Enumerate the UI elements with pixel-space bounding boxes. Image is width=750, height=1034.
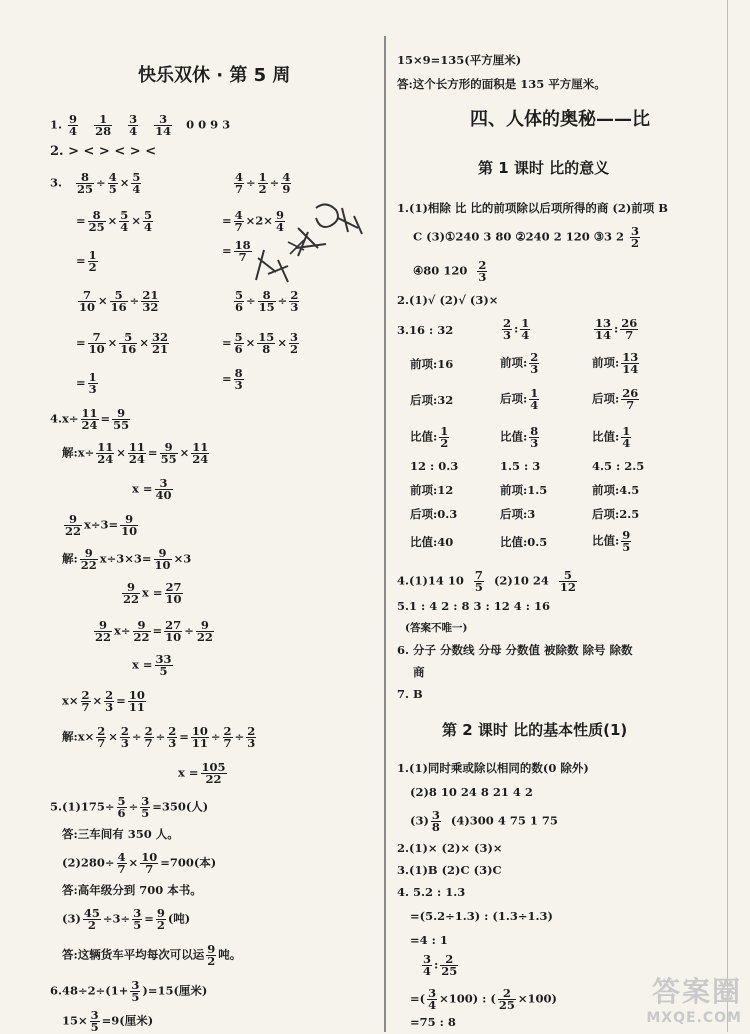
s4e: =( $\frac{3}{4}$ ×100) : ( $\frac{2}{25}$ ×100)	[410, 986, 557, 1012]
q3-a: 3. $\frac{8}{25}$ ÷ $\frac{4}{5}$ × $\frac{5}{4}$	[50, 170, 141, 196]
q4-b-result: x = $\frac{33}{5}$	[132, 652, 172, 678]
watermark-logo: 答案圈 MXQE.COM	[646, 975, 742, 1026]
q4-c: x× $\frac{2}{7}$ × $\frac{2}{3}$ = $\frac{10}{11}$	[62, 688, 145, 714]
r3-c3-q: 前项: $\frac{13}{14}$	[592, 350, 639, 376]
q3-b: $\frac{4}{7}$ ÷ $\frac{1}{2}$ ÷ $\frac{4}{9}$	[235, 170, 291, 196]
r5-note: (答案不唯一)	[405, 622, 468, 634]
r3-c2-b: 比值: $\frac{8}{3}$	[500, 424, 539, 450]
q1-answer: 1. $\frac{9}{4}$ $\frac{1}{28}$ $\frac{3}{4}$ $\frac{3}{14}$ 0 0 9 3	[50, 112, 231, 138]
s4c: =4 : 1	[410, 933, 448, 947]
handwriting-scribble	[238, 188, 388, 308]
r3-c6-q: 前项:4.5	[592, 483, 640, 497]
q4-c-step: 解:x× $\frac{2}{7}$ × $\frac{2}{3}$ ÷ $\frac{2}{7}$ ÷ $\frac{2}{3}$ = $\frac{10}{11}$ ÷ $\frac{2}{7}$ ÷ $\frac{2}{3}$	[62, 724, 256, 750]
r3-c1-q: 前项:16	[410, 357, 454, 371]
q3-b-result: = $\frac{18}{7}$	[222, 238, 251, 264]
q6-last: 15× $\frac{3}{5}$ =9(厘米)	[62, 1008, 154, 1034]
r2: 2.(1)√ (2)√ (3)×	[397, 293, 499, 307]
r3-row2-3: 4.5 : 2.5	[592, 459, 645, 473]
r-top2: 答:这个长方形的面积是 135 平方厘米。	[397, 77, 606, 91]
r3-c6-h: 后项:2.5	[592, 507, 640, 521]
r3-c4-h: 后项:0.3	[410, 507, 458, 521]
r3-c1-b: 比值: $\frac{1}{2}$	[410, 424, 449, 450]
q6: 6.48÷2÷(1+ $\frac{3}{5}$ )=15(厘米)	[50, 978, 208, 1004]
r3-row2-2: 1.5 : 3	[500, 459, 541, 473]
r3-c6-b: 比值: $\frac{9}{5}$	[592, 528, 631, 554]
left-title: 快乐双休 · 第 5 周	[138, 65, 291, 86]
s4f: =75 : 8	[410, 1015, 456, 1029]
r3-c4-q: 前项:12	[410, 483, 454, 497]
q3-c-step: = $\frac{7}{10}$ × $\frac{5}{16}$ × $\frac{32}{21}$	[76, 330, 168, 356]
s4b: =(5.2÷1.3) : (1.3÷1.3)	[410, 909, 553, 923]
r3-row2-1: 12 : 0.3	[410, 459, 459, 473]
q4-c-result: x = $\frac{105}{22}$	[178, 760, 226, 786]
s1b: (2)8 10 24 8 21 4 2	[410, 785, 533, 799]
r6: 6. 分子 分数线 分母 分数值 被除数 除号 除数	[397, 643, 633, 657]
q3-a-result: = $\frac{1}{2}$	[76, 248, 97, 274]
q4-b-step2: $\frac{9}{22}$ x = $\frac{27}{10}$	[123, 580, 182, 606]
r6b: 商	[413, 665, 425, 679]
q2-answer: 2. > < > < > <	[50, 144, 157, 159]
lesson1-title: 第 1 课时 比的意义	[478, 159, 610, 177]
r3-head3: $\frac{13}{14}$ : $\frac{26}{7}$	[595, 316, 638, 342]
q4-a-result: x = $\frac{3}{40}$	[132, 476, 172, 502]
r3-c2-q: 前项: $\frac{2}{3}$	[500, 350, 539, 376]
s2: 2.(1)× (2)× (3)×	[397, 841, 503, 855]
r5: 5.1 : 4 2 : 8 3 : 12 4 : 16	[397, 599, 551, 613]
q5-3: (3) $\frac{45}{2}$ ÷3÷ $\frac{3}{5}$ = $\frac{9}{2}$ (吨)	[62, 906, 191, 932]
q4-a-step: 解:x÷ $\frac{11}{24}$ × $\frac{11}{24}$ = $\frac{9}{55}$ × $\frac{11}{24}$	[62, 440, 209, 466]
r3-c5-b: 比值:0.5	[500, 535, 548, 549]
q5-3-answer: 答:这辆货车平均每次可以运 $\frac{9}{2}$ 吨。	[62, 942, 242, 968]
unit-title: 四、人体的奥秘——比	[470, 109, 650, 130]
r3-c5-q: 前项:1.5	[500, 483, 548, 497]
q5-2-answer: 答:高年级分到 700 本书。	[62, 883, 202, 897]
lesson2-title: 第 2 课时 比的基本性质(1)	[442, 721, 628, 739]
q3-d: $\frac{5}{6}$ ÷ $\frac{8}{15}$ ÷ $\frac{2}{3}$	[235, 288, 299, 314]
q3-c-result: = $\frac{1}{3}$	[76, 370, 97, 396]
r1a: 1.(1)相除 比 比的前项除以后项所得的商 (2)前项 B	[397, 201, 669, 215]
q3-b-step: = $\frac{4}{7}$ ×2× $\frac{9}{4}$	[222, 208, 284, 234]
s4d: $\frac{3}{4}$ : $\frac{2}{25}$	[423, 952, 458, 978]
q5-1-answer: 答:三车间有 350 人。	[62, 827, 179, 841]
s3: 3.(1)B (2)C (3)C	[397, 863, 502, 877]
r3-c4-b: 比值:40	[410, 535, 454, 549]
page-edge	[727, 0, 728, 1032]
q4-b-step3: $\frac{9}{22}$ x÷ $\frac{9}{22}$ = $\frac{27}{10}$ ÷ $\frac{9}{22}$	[95, 618, 213, 644]
r3-head2: $\frac{2}{3}$ : $\frac{1}{4}$	[503, 316, 530, 342]
q3-d-step: = $\frac{5}{6}$ × $\frac{15}{8}$ × $\frac{3}{2}$	[222, 330, 298, 356]
s1c: (3) $\frac{3}{8}$ (4)300 4 75 1 75	[410, 808, 558, 834]
column-divider	[384, 36, 386, 1032]
q4-b-step1: 解: $\frac{9}{22}$ x÷3×3= $\frac{9}{10}$ ×3	[62, 546, 192, 572]
s1a: 1.(1)同时乘或除以相同的数(0 除外)	[397, 761, 589, 775]
q4-b: $\frac{9}{22}$ x÷3= $\frac{9}{10}$	[65, 512, 138, 538]
q5-2: (2)280÷ $\frac{4}{7}$ × $\frac{10}{7}$ =700(本)	[62, 850, 217, 876]
q5-1: 5.(1)175÷ $\frac{5}{6}$ ÷ $\frac{3}{5}$ =350(人)	[50, 794, 209, 820]
q4-a: 4.x÷ $\frac{11}{24}$ = $\frac{9}{55}$	[50, 406, 130, 432]
q3-d-result: = $\frac{8}{3}$	[222, 366, 243, 392]
r4: 4.(1)14 10 $\frac{7}{5}$ (2)10 24 $\frac{5}{12}$	[397, 568, 576, 594]
r3-c1-h: 后项:32	[410, 393, 454, 407]
q3-a-step: = $\frac{8}{25}$ × $\frac{5}{4}$ × $\frac{5}{4}$	[76, 208, 152, 234]
s4a: 4. 5.2 : 1.3	[397, 885, 466, 899]
r3-c3-h: 后项: $\frac{26}{7}$	[592, 386, 639, 412]
r-top1: 15×9=135(平方厘米)	[397, 53, 522, 67]
q3-c: $\frac{7}{10}$ × $\frac{5}{16}$ ÷ $\frac{21}{32}$	[79, 288, 159, 314]
r3-c5-h: 后项:3	[500, 507, 536, 521]
r7: 7. B	[397, 687, 423, 701]
r3-head1: 3.16 : 32	[397, 323, 454, 337]
r1c: ④80 120 $\frac{2}{3}$	[413, 258, 487, 284]
r1b: C (3)①240 3 80 ②240 2 120 ③3 2 $\frac{3}{2}$	[413, 224, 640, 250]
r3-c2-h: 后项: $\frac{1}{4}$	[500, 386, 539, 412]
r3-c3-b: 比值: $\frac{1}{4}$	[592, 424, 631, 450]
